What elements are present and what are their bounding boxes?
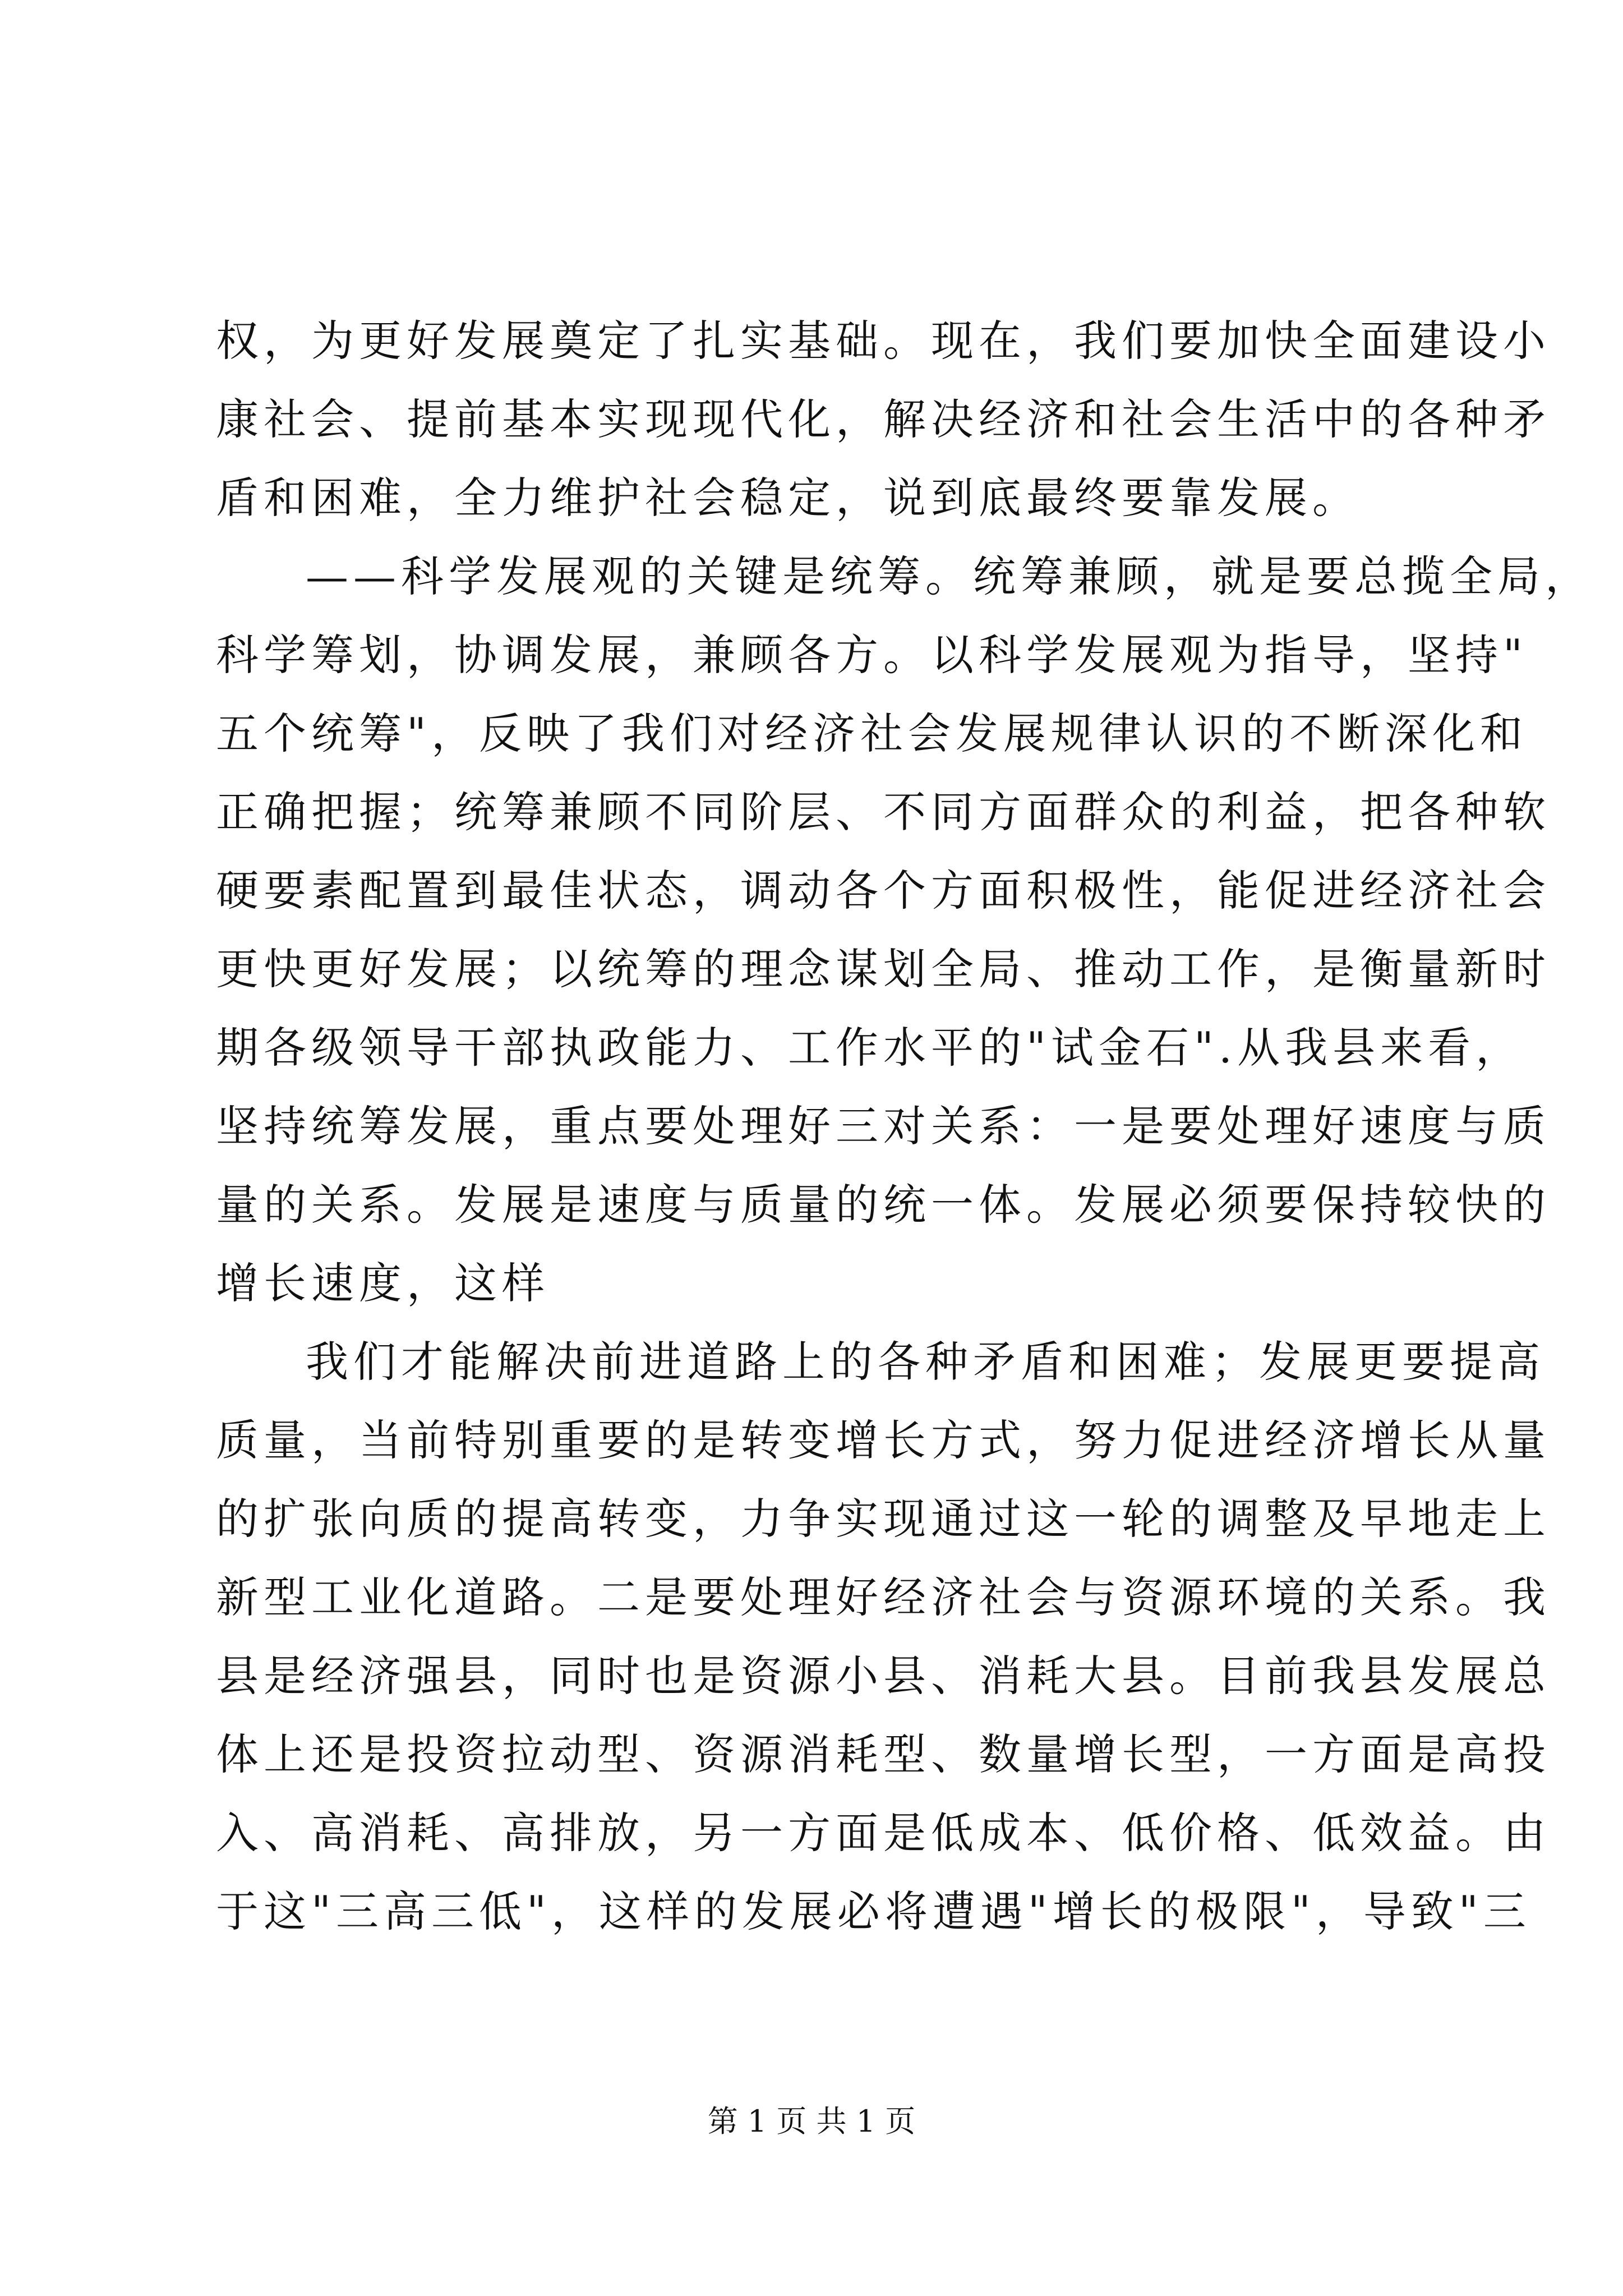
text-line: 质量，当前特别重要的是转变增长方式，努力促进经济增长从量 bbox=[216, 1415, 1551, 1465]
text-line: 新型工业化道路。二是要处理好经济社会与资源环境的关系。我 bbox=[216, 1572, 1551, 1622]
text-line: 更快更好发展；以统筹的理念谋划全局、推动工作，是衡量新时 bbox=[216, 944, 1551, 994]
text-line: 期各级领导干部执政能力、工作水平的"试金石".从我县来看， bbox=[216, 1023, 1524, 1073]
text-line: 盾和困难，全力维护社会稳定，说到底最终要靠发展。 bbox=[216, 473, 1360, 523]
text-line: ——科学发展观的关键是统筹。统筹兼顾，就是要总揽全局， bbox=[306, 551, 1593, 601]
text-line: 的扩张向质的提高转变，力争实现通过这一轮的调整及早地走上 bbox=[216, 1494, 1551, 1544]
text-line: 五个统筹"，反映了我们对经济社会发展规律认识的不断深化和 bbox=[216, 708, 1528, 758]
text-line: 硬要素配置到最佳状态，调动各个方面积极性，能促进经济社会 bbox=[216, 866, 1551, 915]
text-line: 正确把握；统筹兼顾不同阶层、不同方面群众的利益，把各种软 bbox=[216, 787, 1551, 837]
text-line: 我们才能解决前进道路上的各种矛盾和困难；发展更要提高 bbox=[306, 1337, 1545, 1387]
text-line: 县是经济强县，同时也是资源小县、消耗大县。目前我县发展总 bbox=[216, 1651, 1551, 1701]
text-line: 量的关系。发展是速度与质量的统一体。发展必须要保持较快的 bbox=[216, 1180, 1551, 1230]
text-line: 体上还是投资拉动型、资源消耗型、数量增长型，一方面是高投 bbox=[216, 1729, 1551, 1779]
text-line: 权，为更好发展奠定了扎实基础。现在，我们要加快全面建设小 bbox=[216, 316, 1551, 366]
text-line: 于这"三高三低"，这样的发展必将遭遇"增长的极限"，导致"三 bbox=[216, 1887, 1531, 1936]
text-line: 坚持统筹发展，重点要处理好三对关系：一是要处理好速度与质 bbox=[216, 1101, 1551, 1151]
text-line: 增长速度，这样 bbox=[216, 1258, 550, 1308]
page-number-footer: 第 1 页 共 1 页 bbox=[707, 2104, 916, 2139]
text-line: 入、高消耗、高排放，另一方面是低成本、低价格、低效益。由 bbox=[216, 1808, 1551, 1858]
text-line: 科学筹划，协调发展，兼顾各方。以科学发展观为指导，坚持" bbox=[216, 630, 1528, 680]
text-line: 康社会、提前基本实现现代化，解决经济和社会生活中的各种矛 bbox=[216, 394, 1551, 444]
